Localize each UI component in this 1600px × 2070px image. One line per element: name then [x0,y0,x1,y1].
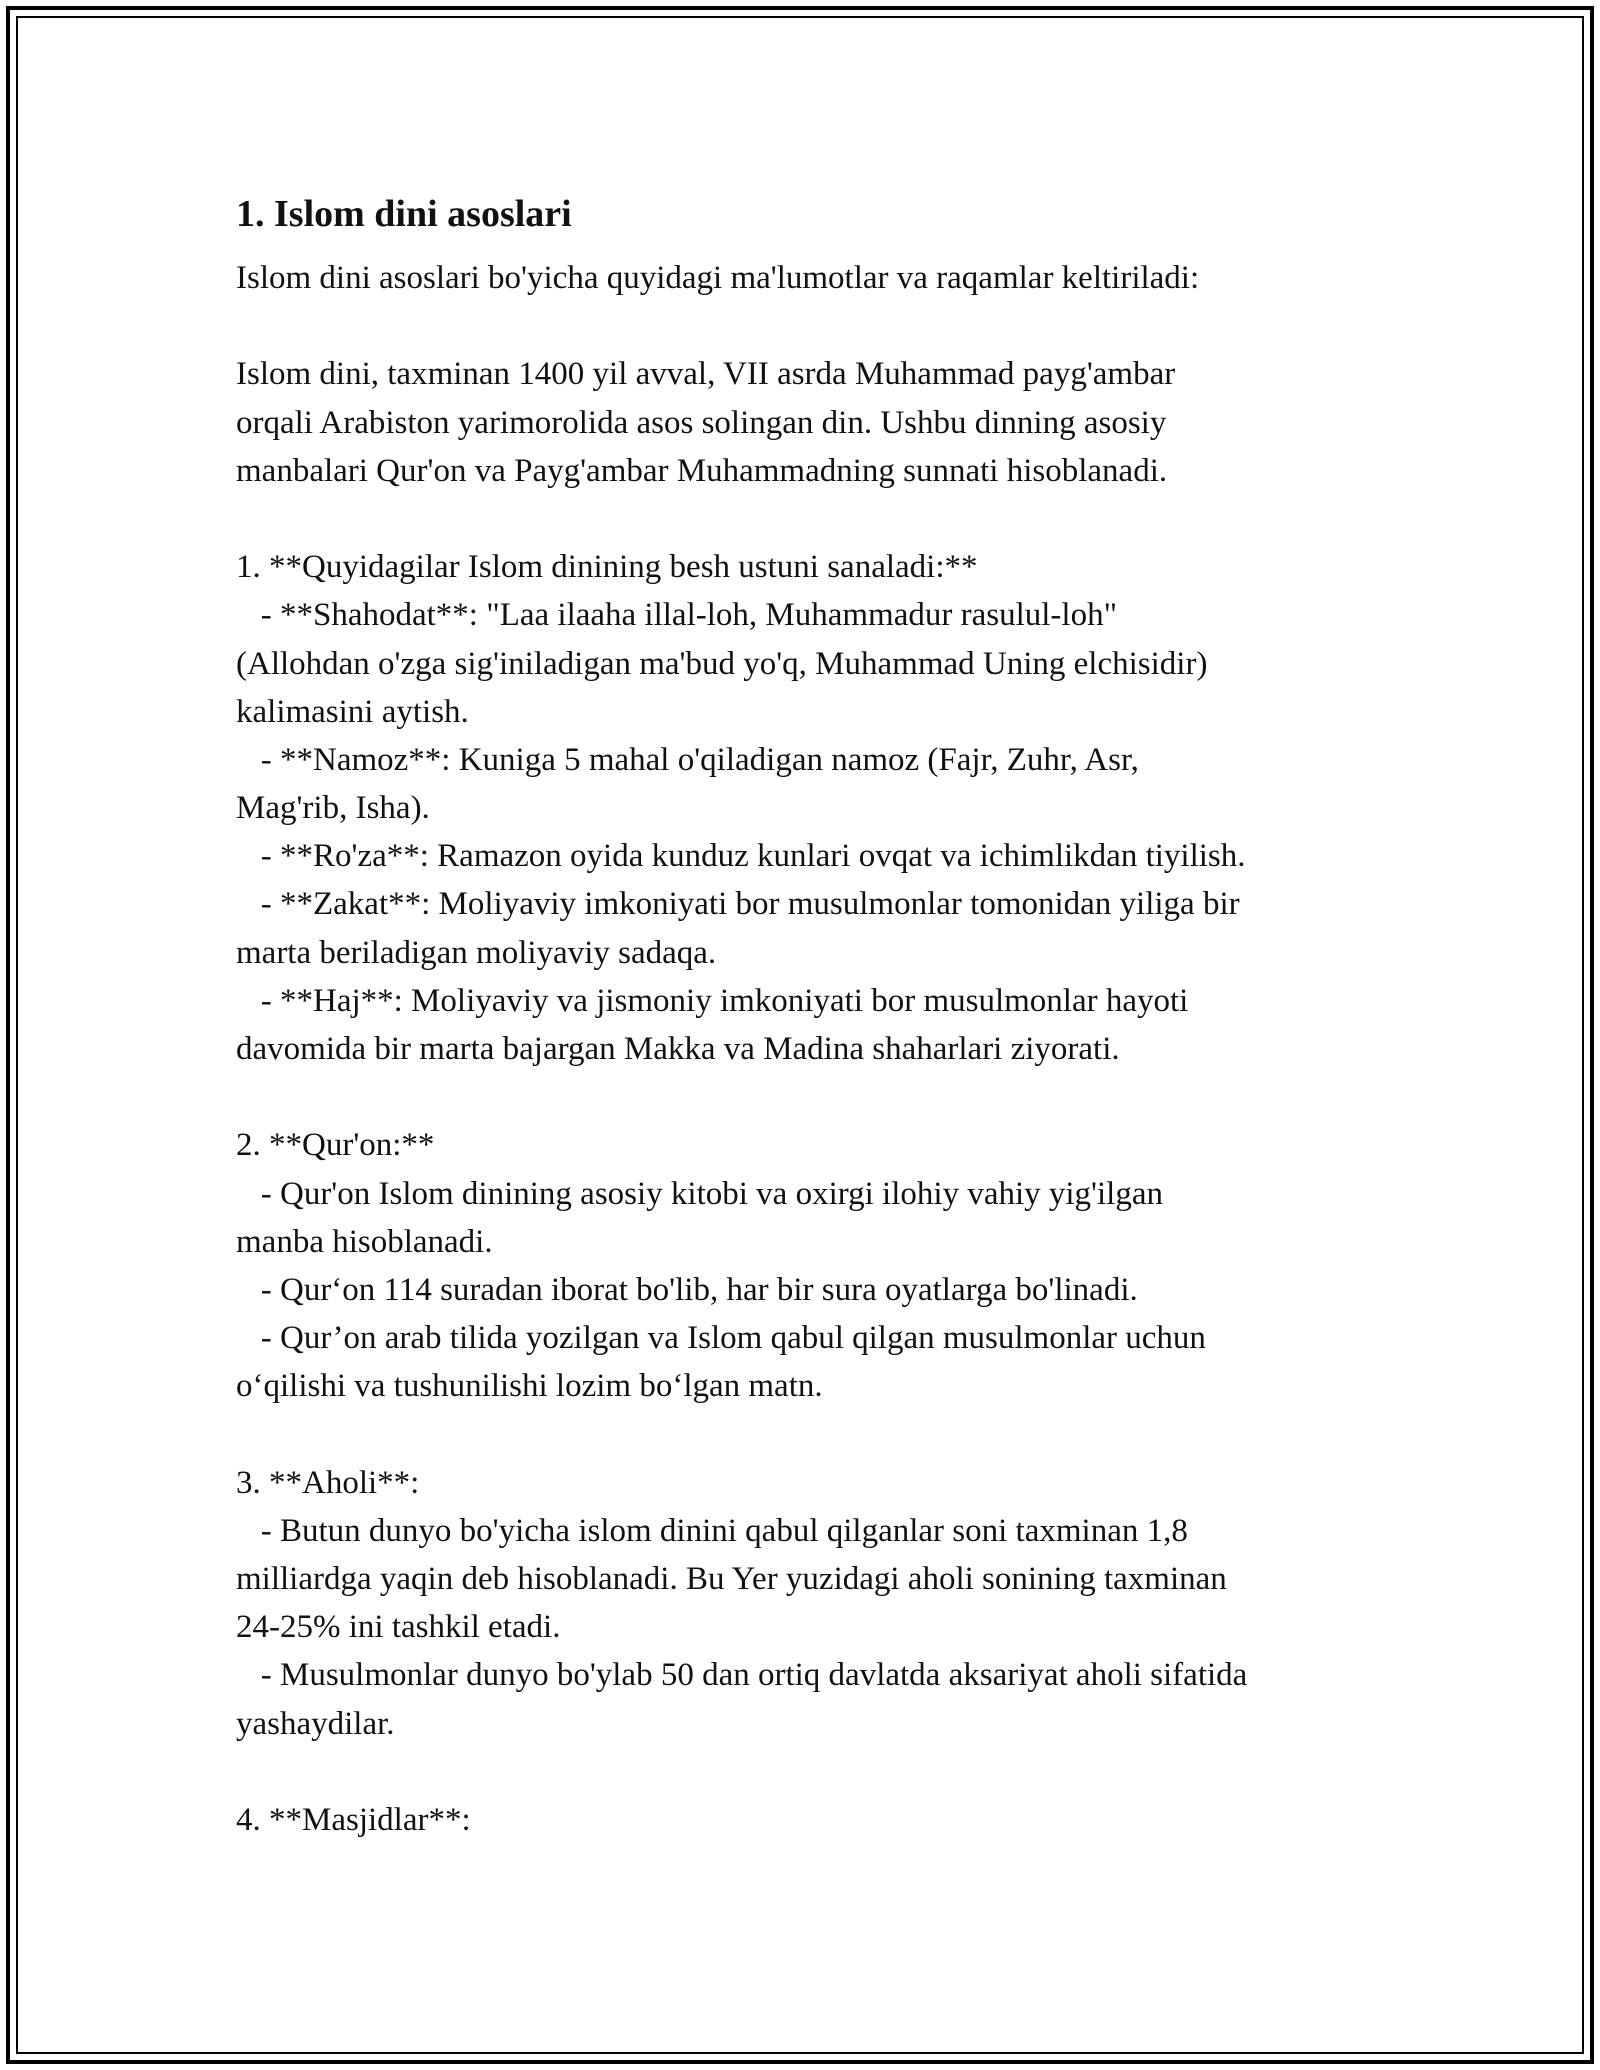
document-title: 1. Islom dini asoslari [236,193,572,235]
text-line: - Qur’on arab tilida yozilgan va Islom qabul qilgan musulmonlar uchun [236,1320,1206,1357]
text-line: - **Zakat**: Moliyaviy imkoniyati bor musulmonlar tomonidan yiliga bir [236,886,1240,923]
text-line: - Qur‘on 114 suradan iborat bo'lib, har bir sura oyatlarga bo'linadi. [236,1271,1138,1308]
text-line: milliardga yaqin deb hisoblanadi. Bu Yer yuzidagi aholi sonining taxminan [236,1561,1227,1598]
text-line: - **Namoz**: Kuniga 5 mahal o'qiladigan namoz (Fajr, Zuhr, Asr, [236,741,1139,778]
text-line: 1. **Quyidagilar Islom dinining besh ustuni sanaladi:** [236,549,978,586]
text-line: 24-25% ini tashkil etadi. [236,1609,561,1646]
text-line: marta beriladigan moliyaviy sadaqa. [236,934,717,971]
text-line: manba hisoblanadi. [236,1223,493,1260]
text-line: orqali Arabiston yarimorolida asos solingan din. Ushbu dinning asosiy [236,404,1167,441]
text-line: 3. **Aholi**: [236,1464,420,1501]
text-line: - Qur'on Islom dinining asosiy kitobi va oxirgi ilohiy vahiy yig'ilgan [236,1175,1163,1212]
blank-line [236,495,1416,543]
text-line: kalimasini aytish. [236,693,469,730]
text-line: 4. **Masjidlar**: [236,1802,471,1838]
text-line: yashaydilar. [236,1705,395,1742]
text-line: davomida bir marta bajargan Makka va Madina shaharlari ziyorati. [236,1031,1120,1067]
blank-line [236,1411,1416,1459]
text-line: (Allohdan o'zga sig'iniladigan ma'bud yo'q, Muhammad Uning elchisidir) [236,645,1208,682]
text-line: Islom dini asoslari bo'yicha quyidagi ma'lumotlar va raqamlar keltiriladi: [236,260,1200,296]
text-line: o‘qilishi va tushunilishi lozim bo‘lgan matn. [236,1368,823,1405]
text-line: manbalari Qur'on va Payg'ambar Muhammadning sunnati hisoblanadi. [236,452,1168,489]
text-line: - **Shahodat**: "Laa ilaaha illal-loh, Muhammadur rasulul-loh" [236,597,1118,634]
text-line: - Butun dunyo bo'yicha islom dinini qabul qilganlar soni taxminan 1,8 [236,1512,1188,1549]
text-line: - **Haj**: Moliyaviy va jismoniy imkoniyati bor musulmonlar hayoti [236,982,1189,1019]
text-line: Mag'rib, Isha). [236,790,430,827]
blank-line [236,302,1416,350]
text-line: - Musulmonlar dunyo bo'ylab 50 dan ortiq davlatda aksariyat aholi sifatida [236,1657,1248,1694]
text-line: - **Ro'za**: Ramazon oyida kunduz kunlari ovqat va ichimlikdan tiyilish. [236,838,1246,875]
blank-line [236,1073,1416,1121]
text-line: Islom dini, taxminan 1400 yil avval, VII asrda Muhammad payg'ambar [236,356,1176,393]
text-line: 2. **Qur'on:** [236,1127,435,1164]
document-text [236,254,1416,1844]
blank-line [236,1748,1416,1796]
document-body [236,186,1416,1844]
